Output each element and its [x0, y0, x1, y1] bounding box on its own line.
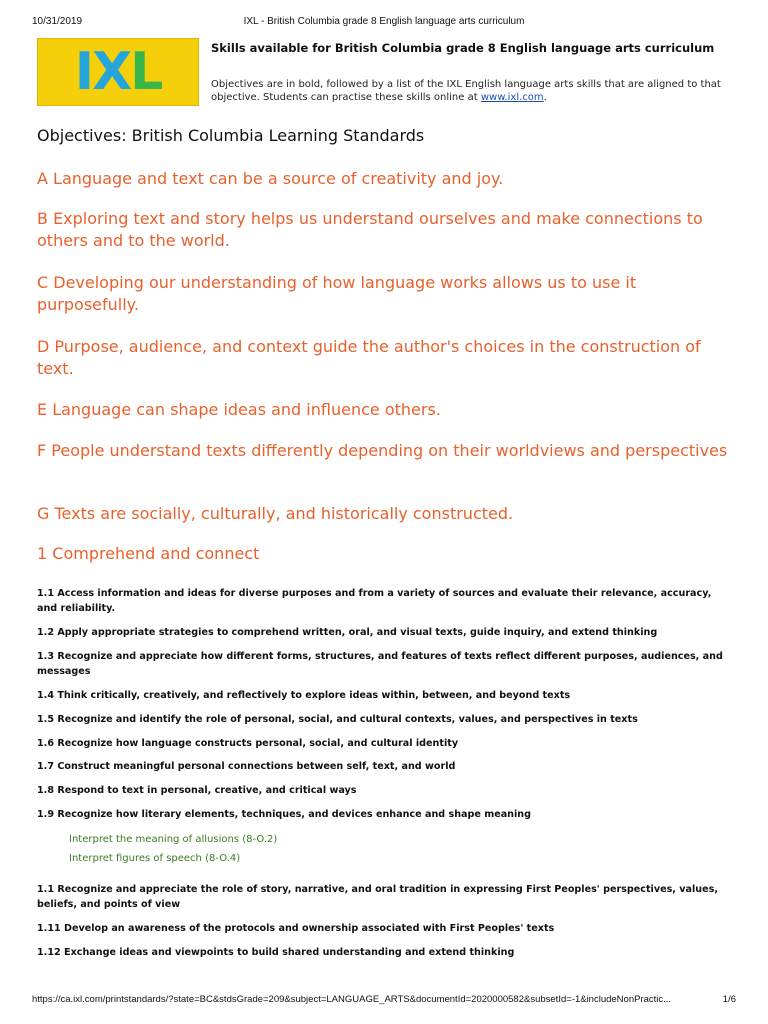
print-header — [32, 16, 736, 30]
standard-item: 1.11 Develop an awareness of the protocols and ownership associated with First Peoples' texts — [37, 923, 555, 934]
skill-link[interactable]: Interpret figures of speech (8-O.4) — [69, 853, 241, 864]
intro-text: Objectives are in bold, followed by a list of the IXL English language arts skills that are aligned to that objective. Students can practise these skills online at — [211, 79, 721, 103]
objective-c: C Developing our understanding of how language works allows us to use it purposefully. — [37, 273, 637, 314]
skills-list — [69, 830, 277, 868]
document-intro: Objectives are in bold, followed by a list of the IXL English language arts skills that are aligned to that objective. Students can practise these skills online at www.ixl.com. — [211, 79, 721, 103]
objective-a: A Language and text can be a source of creativity and joy. — [37, 169, 504, 188]
objective-f: F People understand texts differently depending on their worldviews and perspectives — [37, 441, 728, 460]
standard-item: 1.3 Recognize and appreciate how different forms, structures, and features of texts reflect different purposes, audiences, and messages — [37, 651, 723, 677]
standard-item: 1.4 Think critically, creatively, and reflectively to explore ideas within, between, and beyond texts — [37, 690, 571, 701]
standard-item: 1.1 Access information and ideas for diverse purposes and from a variety of sources and evaluate their relevance, accuracy, and reliability. — [37, 588, 712, 614]
objective-d: D Purpose, audience, and context guide the author's choices in the construction of text. — [37, 337, 701, 378]
standard-item: 1.6 Recognize how language constructs personal, social, and cultural identity — [37, 738, 459, 749]
standard-item: 1.1 Recognize and appreciate the role of story, narrative, and oral tradition in expressing First Peoples' perspectives, values, beliefs, and points of view — [37, 884, 718, 910]
standard-item: 1.8 Respond to text in personal, creative, and critical ways — [37, 785, 357, 796]
standard-item: 1.5 Recognize and identify the role of personal, social, and cultural contexts, values, and perspectives in texts — [37, 714, 638, 725]
document-title: Skills available for British Columbia grade 8 English language arts curriculum — [211, 41, 715, 55]
standard-item: 1.2 Apply appropriate strategies to comprehend written, oral, and visual texts, guide inquiry, and extend thinking — [37, 627, 658, 638]
ixl-link[interactable]: www.ixl.com — [480, 92, 544, 103]
objective-b: B Exploring text and story helps us understand ourselves and make connections to others and to the world. — [37, 209, 703, 250]
standard-item: 1.7 Construct meaningful personal connections between self, text, and world — [37, 761, 456, 772]
skill-link[interactable]: Interpret the meaning of allusions (8-O.2) — [69, 834, 278, 845]
comprehend-heading: 1 Comprehend and connect — [37, 544, 260, 563]
page-number: 1/6 — [722, 994, 736, 1005]
ixl-logo-text: IXL — [74, 42, 162, 102]
section-heading: Objectives: British Columbia Learning Standards — [37, 126, 425, 145]
print-title: IXL - British Columbia grade 8 English language arts curriculum — [243, 16, 525, 27]
standard-item: 1.12 Exchange ideas and viewpoints to build shared understanding and extend thinking — [37, 947, 515, 958]
objective-e: E Language can shape ideas and influence others. — [37, 400, 441, 419]
ixl-logo — [37, 38, 199, 106]
print-url: https://ca.ixl.com/printstandards/?state=BC&stdsGrade=209&subject=LANGUAGE_ARTS&documentId=2020000582&subsetId=-1&includeNonPractic... — [32, 994, 672, 1005]
objective-g: G Texts are socially, culturally, and historically constructed. — [37, 504, 514, 523]
standard-item: 1.9 Recognize how literary elements, techniques, and devices enhance and shape meaning — [37, 809, 531, 820]
print-footer — [32, 994, 736, 1008]
print-date: 10/31/2019 — [32, 16, 83, 27]
